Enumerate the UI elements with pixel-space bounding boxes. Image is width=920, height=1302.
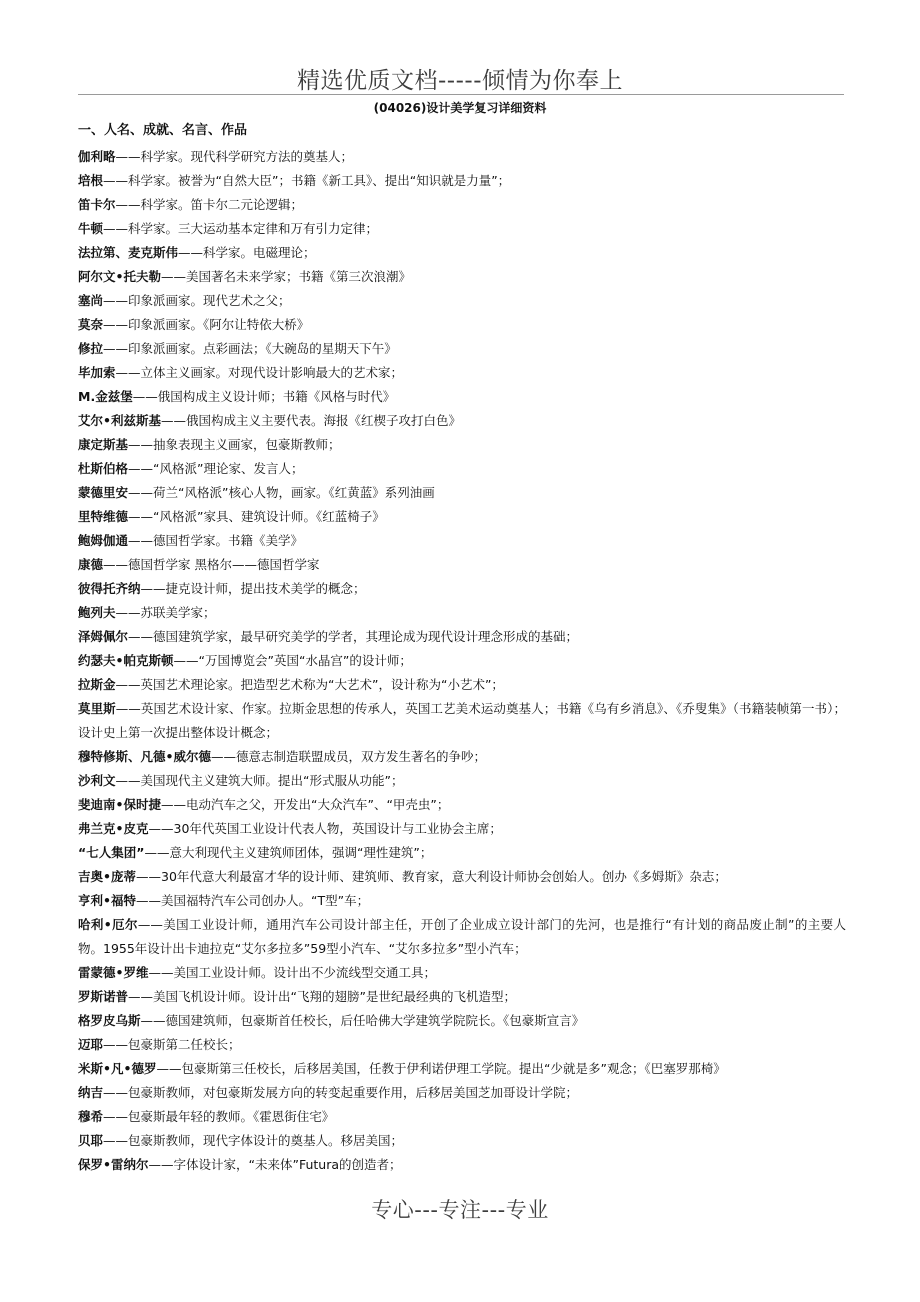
person-name: 毕加索 <box>78 365 116 380</box>
person-name: 保罗•雷纳尔 <box>78 1157 149 1172</box>
person-description: ——意大利现代主义建筑师团体，强调“理性建筑”； <box>144 845 433 860</box>
person-name: 彼得托齐纳 <box>78 581 141 596</box>
list-item <box>78 841 846 865</box>
person-name: 穆希 <box>78 1109 104 1124</box>
list-item <box>78 793 846 817</box>
document-title: (04026)设计美学复习详细资料 <box>373 101 547 115</box>
person-description: ——荷兰“风格派”核心人物，画家。《红黄蓝》系列油画 <box>128 485 435 500</box>
person-description: ——印象派画家。现代艺术之父； <box>103 293 291 308</box>
list-item <box>78 433 846 457</box>
person-description: ——俄国构成主义主要代表。海报《红楔子攻打白色》 <box>161 413 462 428</box>
list-item <box>78 481 846 505</box>
list-item <box>78 1033 846 1057</box>
list-item <box>78 385 846 409</box>
list-item <box>78 985 846 1009</box>
list-item <box>78 601 846 625</box>
list-item <box>78 505 846 529</box>
list-item <box>78 313 846 337</box>
person-description: ——俄国构成主义设计师；书籍《风格与时代》 <box>132 389 396 404</box>
person-name: 笛卡尔 <box>78 197 116 212</box>
list-item <box>78 961 846 985</box>
list-item <box>78 913 846 961</box>
person-name: 莫奈 <box>78 317 104 332</box>
list-item <box>78 529 846 553</box>
person-description: ——英国艺术理论家。把造型艺术称为“大艺术”，设计称为“小艺术”； <box>115 677 504 692</box>
list-item <box>78 865 846 889</box>
person-name: 罗斯诺普 <box>78 989 129 1004</box>
person-name: 哈利•厄尔 <box>78 917 138 932</box>
person-name: 里特维德 <box>78 509 129 524</box>
person-name: 亨利•福特 <box>78 893 136 908</box>
person-description: ——包豪斯教师，对包豪斯发展方向的转变起重要作用，后移居美国芝加哥设计学院； <box>103 1085 579 1100</box>
person-description: ——科学家。笛卡尔二元论逻辑； <box>115 197 304 212</box>
person-name: 杜斯伯格 <box>78 461 129 476</box>
person-description: ——印象派画家。点彩画法；《大碗岛的星期天下午》 <box>103 341 397 356</box>
person-name: 斐迪南•保时捷 <box>78 797 161 812</box>
list-item <box>78 1105 846 1129</box>
person-name: 鲍姆伽通 <box>78 533 129 548</box>
person-description: ——字体设计家，“未来体”Futura的创造者； <box>148 1157 402 1172</box>
list-item <box>78 145 846 169</box>
person-name: 弗兰克•皮克 <box>78 821 149 836</box>
list-item <box>78 169 846 193</box>
person-name: M.金兹堡 <box>78 389 133 404</box>
list-item <box>78 409 846 433</box>
list-item <box>78 193 846 217</box>
person-name: 纳吉 <box>78 1085 104 1100</box>
person-name: 塞尚 <box>78 293 104 308</box>
person-name: 泽姆佩尔 <box>78 629 129 644</box>
person-description: ——“风格派”家具、建筑设计师。《红蓝椅子》 <box>128 509 385 524</box>
person-description: ——美国著名未来学家；书籍《第三次浪潮》 <box>161 269 412 284</box>
list-item <box>78 241 846 265</box>
list-item <box>78 769 846 793</box>
person-description: ——科学家。电磁理论； <box>178 245 316 260</box>
person-name: 约瑟夫•帕克斯顿 <box>78 653 174 668</box>
list-item <box>78 673 846 697</box>
person-name: 艾尔•利兹斯基 <box>78 413 161 428</box>
list-item <box>78 625 846 649</box>
list-item <box>78 1081 846 1105</box>
person-name: 雷蒙德•罗维 <box>78 965 149 980</box>
person-description: ——立体主义画家。对现代设计影响最大的艺术家； <box>115 365 404 380</box>
person-name: 修拉 <box>78 341 104 356</box>
person-name: 康定斯基 <box>78 437 129 452</box>
section-heading: 一、人名、成就、名言、作品 <box>78 123 248 138</box>
list-item <box>78 337 846 361</box>
person-description: ——苏联美学家； <box>115 605 216 620</box>
person-name: 格罗皮乌斯 <box>78 1013 141 1028</box>
person-description: ——科学家。现代科学研究方法的奠基人； <box>115 149 354 164</box>
person-description: ——美国工业设计师。设计出不少流线型交通工具； <box>148 965 437 980</box>
list-item <box>78 1153 846 1177</box>
list-item <box>78 217 846 241</box>
person-description: ——美国飞机设计师。设计出“飞翔的翅膀”是世纪最经典的飞机造型； <box>128 989 516 1004</box>
person-description: ——包豪斯第二任校长； <box>103 1037 241 1052</box>
person-name: 莫里斯 <box>78 701 116 716</box>
person-description: ——抽象表现主义画家，包豪斯教师； <box>128 437 341 452</box>
person-description: ——“风格派”理论家、发言人； <box>128 461 304 476</box>
person-name: 康德 <box>78 557 104 572</box>
person-name: 法拉第、麦克斯伟 <box>78 245 179 260</box>
list-item <box>78 649 846 673</box>
person-name: 米斯•凡•德罗 <box>78 1061 157 1076</box>
list-item <box>78 745 846 769</box>
person-name: “七人集团” <box>78 845 145 860</box>
person-description: ——美国福特汽车公司创办人。“T型”车； <box>136 893 370 908</box>
person-name: 吉奥•庞蒂 <box>78 869 136 884</box>
list-item <box>78 1009 846 1033</box>
person-description: ——印象派画家。《阿尔让特依大桥》 <box>103 317 310 332</box>
list-item <box>78 361 846 385</box>
list-item <box>78 553 846 577</box>
person-name: 沙利文 <box>78 773 116 788</box>
person-description: ——电动汽车之父，开发出“大众汽车”、“甲壳虫”； <box>161 797 450 812</box>
list-item <box>78 1057 846 1081</box>
list-item <box>78 265 846 289</box>
person-name: 拉斯金 <box>78 677 116 692</box>
person-name: 牛顿 <box>78 221 104 236</box>
person-name: 贝耶 <box>78 1133 104 1148</box>
page-footer: 专心---专注---专业 <box>371 1198 549 1222</box>
list-item <box>78 577 846 601</box>
person-description: ——德国建筑学家，最早研究美学的学者，其理论成为现代设计理念形成的基础； <box>128 629 579 644</box>
person-description: ——捷克设计师，提出技术美学的概念； <box>140 581 366 596</box>
person-description: ——30年代意大利最富才华的设计师、建筑师、教育家，意大利设计师协会创始人。创办《多姆斯》杂志； <box>136 869 727 884</box>
person-description: ——德国建筑师，包豪斯首任校长，后任哈佛大学建筑学院院长。《包豪斯宣言》 <box>140 1013 585 1028</box>
person-name: 鲍列夫 <box>78 605 116 620</box>
person-description: ——德国哲学家 黑格尔——德国哲学家 <box>103 557 320 572</box>
person-name: 培根 <box>78 173 104 188</box>
entry-list <box>78 145 846 1177</box>
person-description: ——美国现代主义建筑大师。提出“形式服从功能”； <box>115 773 404 788</box>
person-description: ——包豪斯最年轻的教师。《霍恩街住宅》 <box>103 1109 335 1124</box>
list-item <box>78 457 846 481</box>
person-name: 迈耶 <box>78 1037 104 1052</box>
list-item <box>78 1129 846 1153</box>
list-item <box>78 697 846 745</box>
person-name: 阿尔文•托夫勒 <box>78 269 161 284</box>
person-description: ——德国哲学家。书籍《美学》 <box>128 533 304 548</box>
list-item <box>78 889 846 913</box>
header-divider <box>78 94 844 95</box>
person-description: ——包豪斯教师，现代字体设计的奠基人。移居美国； <box>103 1133 404 1148</box>
person-description: ——30年代英国工业设计代表人物，英国设计与工业协会主席； <box>148 821 502 836</box>
page-header: 精选优质文档-----倾情为你奉上 <box>297 68 623 94</box>
person-name: 伽利略 <box>78 149 116 164</box>
person-name: 蒙德里安 <box>78 485 129 500</box>
list-item <box>78 289 846 313</box>
person-description: ——美国工业设计师，通用汽车公司设计部主任，开创了企业成立设计部门的先河，也是推行“有计划的商品废止制”的主要人物。1955年设计出卡迪拉克“艾尔多拉多”59型小汽车、“艾尔多拉多”型小汽车； <box>78 917 846 956</box>
person-description: ——科学家。被誉为“自然大臣”；书籍《新工具》、提出“知识就是力量”； <box>103 173 511 188</box>
person-description: ——英国艺术设计家、作家。拉斯金思想的传承人，英国工艺美术运动奠基人；书籍《乌有乡消息》、《乔叟集》（书籍装帧第一书）；设计史上第一次提出整体设计概念； <box>78 701 846 740</box>
person-description: ——“万国博览会”英国“水晶宫”的设计师； <box>173 653 412 668</box>
person-description: ——科学家。三大运动基本定律和万有引力定律； <box>103 221 379 236</box>
list-item <box>78 817 846 841</box>
person-name: 穆特修斯、凡德•威尔德 <box>78 749 211 764</box>
person-description: ——包豪斯第三任校长，后移居美国，任教于伊利诺伊理工学院。提出“少就是多”观念；《巴塞罗那椅》 <box>156 1061 726 1076</box>
document-body <box>78 121 846 1177</box>
person-description: ——德意志制造联盟成员，双方发生著名的争吵； <box>211 749 487 764</box>
